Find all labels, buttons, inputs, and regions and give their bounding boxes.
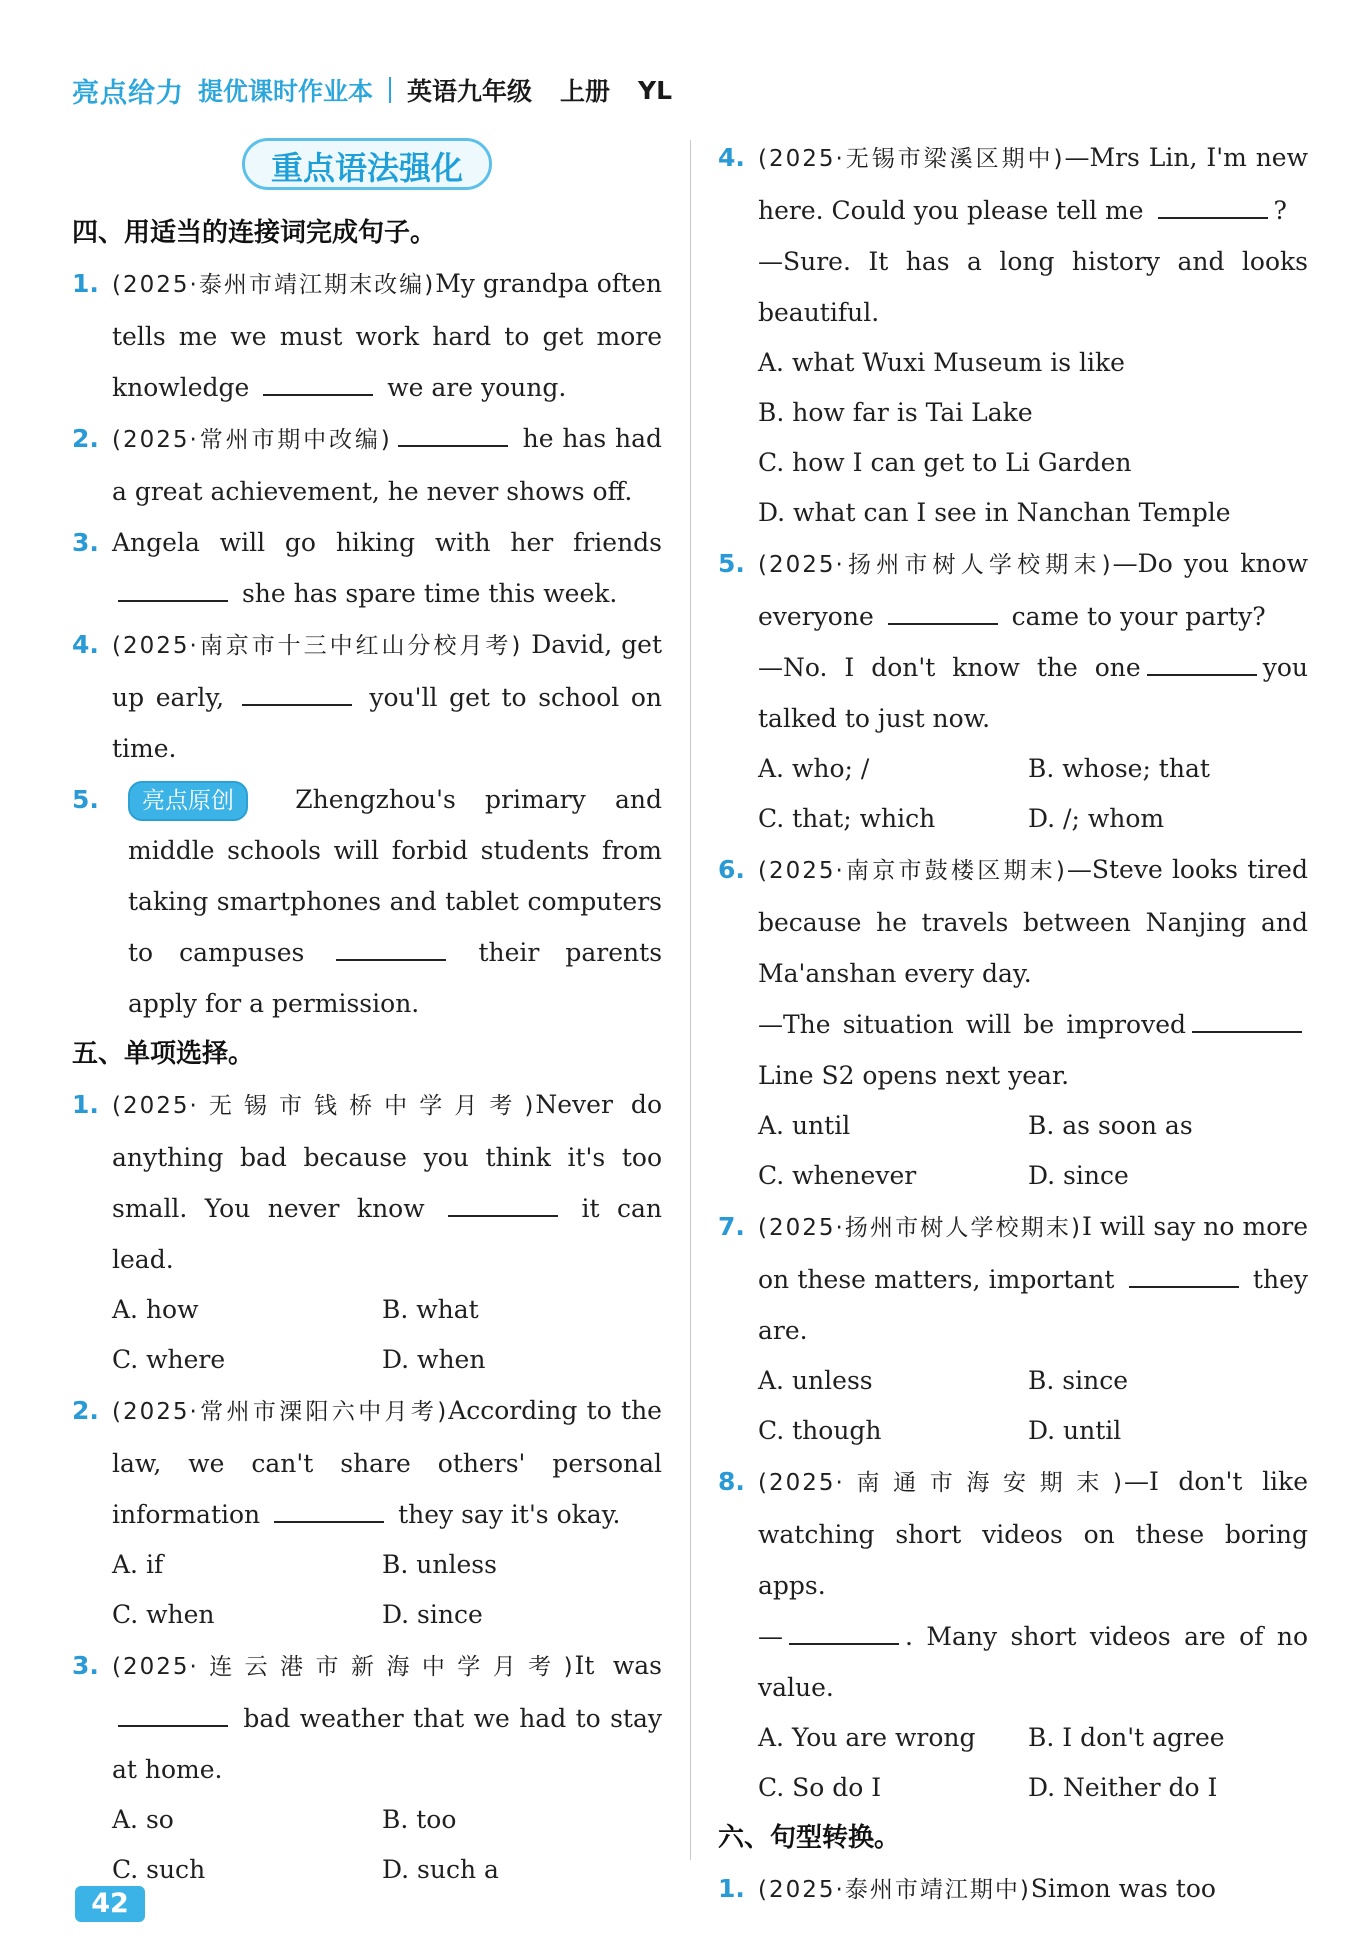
option[interactable]: D. since xyxy=(1028,1161,1129,1190)
question-text: It was xyxy=(574,1651,662,1680)
answer-blank[interactable] xyxy=(1192,1001,1302,1033)
answer-blank[interactable] xyxy=(1158,187,1268,219)
question-text: you'll get to school on time. xyxy=(112,683,662,763)
answer-blank[interactable] xyxy=(1147,644,1257,676)
question-number: 3. xyxy=(72,1651,99,1680)
question-source: (2025·无锡市梁溪区期中) xyxy=(758,146,1065,172)
question-number: 5. xyxy=(72,785,99,814)
question-source: (2025·常州市溧阳六中月考) xyxy=(112,1399,449,1425)
s5-q6-options xyxy=(718,1101,1308,1201)
option[interactable]: A. how xyxy=(112,1295,199,1324)
s5-question-4 xyxy=(718,132,1308,338)
option[interactable]: A. what Wuxi Museum is like xyxy=(758,348,1125,377)
question-source: (2025·泰州市靖江期中) xyxy=(758,1877,1031,1903)
header-edition: YL xyxy=(638,75,673,105)
question-text: Never do anything bad because you think it's too small. You never know xyxy=(112,1090,662,1223)
option[interactable]: C. though xyxy=(758,1416,882,1445)
answer-blank[interactable] xyxy=(888,593,998,625)
s5-q4-options xyxy=(718,338,1308,538)
answer-blank[interactable] xyxy=(789,1613,899,1645)
answer-blank[interactable] xyxy=(118,1695,228,1727)
option[interactable]: A. You are wrong xyxy=(758,1723,976,1752)
answer-text: Line S2 opens next year. xyxy=(758,1061,1070,1090)
question-text: came to your party? xyxy=(1011,602,1266,631)
s6-question-1 xyxy=(718,1863,1308,1916)
header-volume: 上册 xyxy=(560,77,611,106)
question-source: (2025·南京市十三中红山分校月考) xyxy=(112,633,523,659)
title-banner-text: 重点语法强化 xyxy=(242,138,492,190)
question-number: 7. xyxy=(718,1212,745,1241)
title-banner xyxy=(72,138,662,190)
option[interactable]: A. so xyxy=(112,1805,174,1834)
question-number: 1. xyxy=(72,269,99,298)
question-text: it can lead. xyxy=(112,1194,662,1274)
header-subject: 英语九年级 xyxy=(407,77,533,106)
question-text: According to the law, we can't share others' personal information xyxy=(112,1396,662,1529)
question-text: he has had a great achievement, he never shows off. xyxy=(112,424,662,506)
option[interactable]: D. since xyxy=(382,1600,483,1629)
question-text: their parents apply for a permission. xyxy=(128,938,663,1018)
column-divider xyxy=(690,140,691,1860)
option[interactable]: B. whose; that xyxy=(1028,754,1210,783)
left-column xyxy=(72,130,662,1895)
option[interactable]: B. what xyxy=(382,1295,479,1324)
answer-blank[interactable] xyxy=(274,1491,384,1523)
answer-blank[interactable] xyxy=(1129,1256,1239,1288)
question-number: 4. xyxy=(72,630,99,659)
option[interactable]: D. when xyxy=(382,1345,486,1374)
section-6-heading: 六、句型转换。 xyxy=(718,1823,901,1853)
s4-question-5 xyxy=(72,774,662,1029)
dialogue-answer: —Sure. It has a long history and looks beautiful. xyxy=(758,247,1308,327)
question-source: (2025·扬州市树人学校期末) xyxy=(758,552,1113,578)
option[interactable]: C. So do I xyxy=(758,1773,882,1802)
s4-question-3 xyxy=(72,517,662,619)
s5-q1-options xyxy=(72,1285,662,1385)
answer-blank[interactable] xyxy=(398,415,508,447)
answer-text: —No. I don't know the one xyxy=(758,653,1141,682)
page-number: 42 xyxy=(75,1886,145,1922)
option[interactable]: C. such xyxy=(112,1855,206,1884)
question-text: —Steve looks tired because he travels between Nanjing and Ma'anshan every day. xyxy=(758,855,1308,988)
option[interactable]: D. such a xyxy=(382,1855,499,1884)
question-text: bad weather that we had to stay at home. xyxy=(112,1704,662,1784)
question-text: David, get up early, xyxy=(112,630,663,712)
question-text: we are young. xyxy=(387,373,567,402)
option[interactable]: B. I don't agree xyxy=(1028,1723,1225,1752)
s5-q8-options xyxy=(718,1713,1308,1813)
question-number: 4. xyxy=(718,143,745,172)
option[interactable]: B. too xyxy=(382,1805,457,1834)
option[interactable]: C. that; which xyxy=(758,804,936,833)
dialogue-answer xyxy=(758,1611,1308,1713)
question-text: ? xyxy=(1273,196,1287,225)
question-text: Zhengzhou's primary and middle schools will forbid students from taking smartphones and tablet computers to campuses xyxy=(128,785,662,967)
option[interactable]: D. /; whom xyxy=(1028,804,1165,833)
answer-text: you talked to just now. xyxy=(758,653,1308,733)
original-badge: 亮点原创 xyxy=(128,781,248,821)
option[interactable]: C. whenever xyxy=(758,1161,917,1190)
option[interactable]: B. how far is Tai Lake xyxy=(758,398,1033,427)
s5-question-7 xyxy=(718,1201,1308,1356)
question-text: they are. xyxy=(758,1265,1308,1345)
question-source: (2025·常州市期中改编) xyxy=(112,427,392,453)
answer-text: . Many short videos are of no value. xyxy=(758,1622,1308,1702)
option[interactable]: A. unless xyxy=(758,1366,873,1395)
question-number: 6. xyxy=(718,855,745,884)
s5-question-3 xyxy=(72,1640,662,1795)
question-number: 2. xyxy=(72,1396,99,1425)
brand-logo: 亮点给力 xyxy=(72,77,184,109)
s5-q2-options xyxy=(72,1540,662,1640)
s5-question-2 xyxy=(72,1385,662,1540)
question-number: 1. xyxy=(718,1874,745,1903)
option[interactable]: D. until xyxy=(1028,1416,1122,1445)
option[interactable]: A. if xyxy=(112,1550,164,1579)
s5-question-8 xyxy=(718,1456,1308,1713)
header-divider xyxy=(389,77,391,103)
option[interactable]: C. when xyxy=(112,1600,215,1629)
s5-q7-options xyxy=(718,1356,1308,1456)
answer-blank[interactable] xyxy=(263,364,373,396)
answer-blank[interactable] xyxy=(242,674,352,706)
answer-blank[interactable] xyxy=(118,570,228,602)
option[interactable]: C. how I can get to Li Garden xyxy=(758,448,1132,477)
s4-question-2 xyxy=(72,413,662,517)
question-text: —I don't like watching short videos on these boring apps. xyxy=(758,1467,1309,1600)
s5-q5-options xyxy=(718,744,1308,844)
question-text: Angela will go hiking with her friends xyxy=(112,528,662,557)
option[interactable]: C. where xyxy=(112,1345,226,1374)
option[interactable]: A. until xyxy=(758,1111,851,1140)
question-number: 5. xyxy=(718,549,745,578)
option[interactable]: D. Neither do I xyxy=(1028,1773,1218,1802)
question-number: 2. xyxy=(72,424,99,453)
s4-question-1 xyxy=(72,258,662,413)
page-header xyxy=(72,70,700,110)
s5-question-6 xyxy=(718,844,1308,1101)
question-source: (2025·无锡市钱桥中学月考) xyxy=(112,1093,536,1119)
section-4-heading: 四、用适当的连接词完成句子。 xyxy=(72,218,437,248)
question-source: (2025·扬州市树人学校期末) xyxy=(758,1215,1082,1241)
answer-blank[interactable] xyxy=(448,1185,558,1217)
option[interactable]: A. who; / xyxy=(758,754,870,783)
question-text: she has spare time this week. xyxy=(241,579,618,608)
s4-question-4 xyxy=(72,619,662,774)
question-source: (2025·连云港市新海中学月考) xyxy=(112,1654,575,1680)
question-source: (2025·南通市海安期末) xyxy=(758,1470,1124,1496)
s5-question-1 xyxy=(72,1079,662,1285)
answer-text: — xyxy=(758,1622,783,1651)
question-number: 8. xyxy=(718,1467,745,1496)
brand-subtitle: 提优课时作业本 xyxy=(198,77,374,106)
question-text: I will say no more on these matters, important xyxy=(758,1212,1308,1294)
question-source: (2025·南京市鼓楼区期末) xyxy=(758,858,1067,884)
answer-text: —The situation will be improved xyxy=(758,1010,1186,1039)
question-source: (2025·泰州市靖江期末改编) xyxy=(112,272,436,298)
option[interactable]: B. unless xyxy=(382,1550,497,1579)
section-5-heading: 五、单项选择。 xyxy=(72,1039,255,1069)
option[interactable]: B. as soon as xyxy=(1028,1111,1193,1140)
right-column xyxy=(718,132,1308,1916)
question-number: 1. xyxy=(72,1090,99,1119)
question-number: 3. xyxy=(72,528,99,557)
question-text: —Do you know everyone xyxy=(758,549,1308,631)
option[interactable]: D. what can I see in Nanchan Temple xyxy=(758,498,1231,527)
question-text: —Mrs Lin, I'm new here. Could you please tell me xyxy=(758,143,1308,225)
option[interactable]: B. since xyxy=(1028,1366,1128,1395)
dialogue-answer xyxy=(758,642,1308,744)
answer-blank[interactable] xyxy=(336,929,446,961)
s5-question-5 xyxy=(718,538,1308,744)
s5-q3-options xyxy=(72,1795,662,1895)
question-text: Simon was too xyxy=(1030,1874,1216,1903)
question-text: they say it's okay. xyxy=(398,1500,621,1529)
question-text: My grandpa often tells me we must work hard to get more knowledge xyxy=(112,269,662,402)
dialogue-answer xyxy=(758,999,1308,1101)
